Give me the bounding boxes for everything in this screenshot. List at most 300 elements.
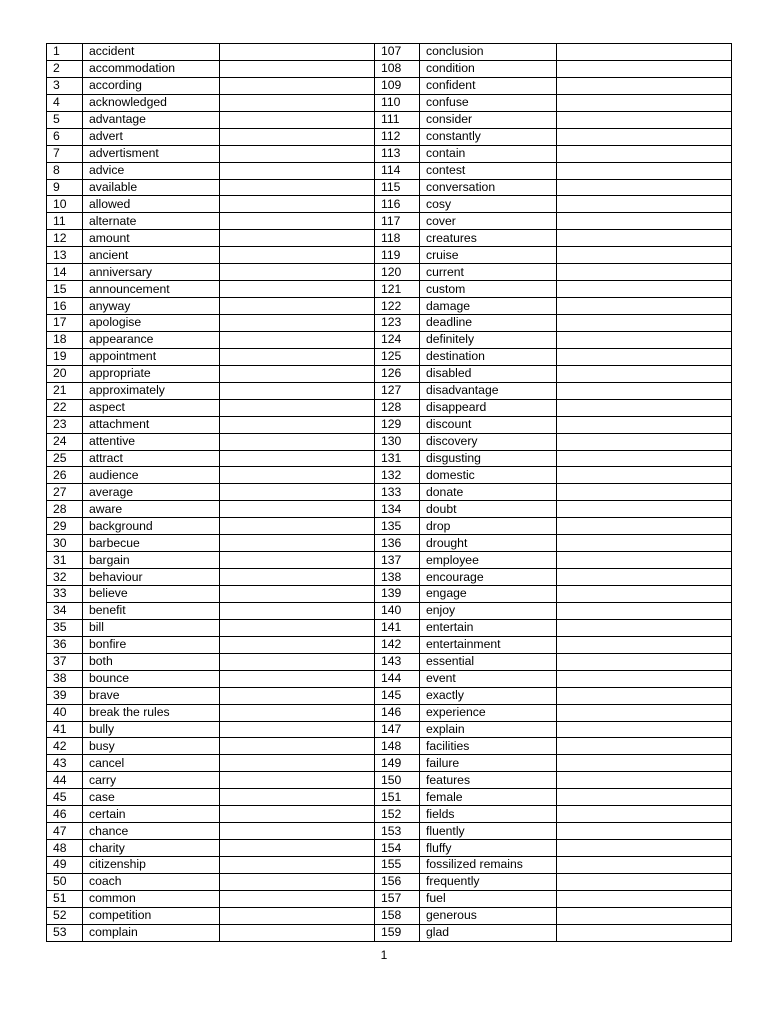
right-number-cell: 147 [375, 721, 420, 738]
left-word-cell: aware [83, 501, 220, 518]
left-number-cell: 7 [47, 145, 83, 162]
left-word-cell: according [83, 77, 220, 94]
right-number-cell: 130 [375, 433, 420, 450]
right-word-cell: disappeard [420, 399, 557, 416]
table-row [47, 501, 732, 518]
right-blank-cell [557, 873, 732, 890]
right-blank-cell [557, 569, 732, 586]
right-word-cell: female [420, 789, 557, 806]
right-blank-cell [557, 77, 732, 94]
left-blank-cell [220, 857, 375, 874]
table-row [47, 890, 732, 907]
right-word-cell: condition [420, 60, 557, 77]
right-word-cell: conversation [420, 179, 557, 196]
left-number-cell: 27 [47, 484, 83, 501]
right-blank-cell [557, 365, 732, 382]
table-row [47, 128, 732, 145]
left-blank-cell [220, 569, 375, 586]
right-word-cell: fossilized remains [420, 857, 557, 874]
right-word-cell: fluffy [420, 840, 557, 857]
right-blank-cell [557, 145, 732, 162]
table-row [47, 94, 732, 111]
table-row [47, 670, 732, 687]
left-number-cell: 34 [47, 602, 83, 619]
left-blank-cell [220, 619, 375, 636]
left-number-cell: 11 [47, 213, 83, 230]
right-word-cell: contain [420, 145, 557, 162]
right-number-cell: 142 [375, 636, 420, 653]
right-number-cell: 134 [375, 501, 420, 518]
right-word-cell: fields [420, 806, 557, 823]
right-blank-cell [557, 450, 732, 467]
right-number-cell: 151 [375, 789, 420, 806]
left-word-cell: competition [83, 907, 220, 924]
left-word-cell: brave [83, 687, 220, 704]
right-number-cell: 115 [375, 179, 420, 196]
left-word-cell: bill [83, 619, 220, 636]
left-blank-cell [220, 230, 375, 247]
table-row [47, 281, 732, 298]
right-blank-cell [557, 840, 732, 857]
right-number-cell: 148 [375, 738, 420, 755]
right-word-cell: entertain [420, 619, 557, 636]
right-word-cell: consider [420, 111, 557, 128]
left-word-cell: bonfire [83, 636, 220, 653]
right-blank-cell [557, 331, 732, 348]
left-word-cell: believe [83, 586, 220, 603]
right-blank-cell [557, 348, 732, 365]
left-word-cell: case [83, 789, 220, 806]
left-word-cell: ancient [83, 247, 220, 264]
right-word-cell: constantly [420, 128, 557, 145]
left-number-cell: 49 [47, 857, 83, 874]
right-number-cell: 120 [375, 264, 420, 281]
table-row [47, 77, 732, 94]
table-row [47, 213, 732, 230]
left-number-cell: 26 [47, 467, 83, 484]
right-number-cell: 138 [375, 569, 420, 586]
right-number-cell: 145 [375, 687, 420, 704]
right-number-cell: 157 [375, 890, 420, 907]
right-word-cell: damage [420, 298, 557, 315]
table-row [47, 518, 732, 535]
left-number-cell: 41 [47, 721, 83, 738]
table-row [47, 467, 732, 484]
left-word-cell: aspect [83, 399, 220, 416]
left-number-cell: 8 [47, 162, 83, 179]
right-blank-cell [557, 738, 732, 755]
left-number-cell: 24 [47, 433, 83, 450]
left-blank-cell [220, 348, 375, 365]
right-word-cell: frequently [420, 873, 557, 890]
right-word-cell: cruise [420, 247, 557, 264]
right-number-cell: 141 [375, 619, 420, 636]
left-blank-cell [220, 128, 375, 145]
right-word-cell: disgusting [420, 450, 557, 467]
right-word-cell: fuel [420, 890, 557, 907]
left-word-cell: advice [83, 162, 220, 179]
left-word-cell: advertisment [83, 145, 220, 162]
left-number-cell: 5 [47, 111, 83, 128]
right-word-cell: custom [420, 281, 557, 298]
left-blank-cell [220, 433, 375, 450]
right-number-cell: 108 [375, 60, 420, 77]
left-blank-cell [220, 806, 375, 823]
table-row [47, 602, 732, 619]
left-word-cell: charity [83, 840, 220, 857]
right-blank-cell [557, 857, 732, 874]
right-number-cell: 113 [375, 145, 420, 162]
right-number-cell: 131 [375, 450, 420, 467]
table-row [47, 840, 732, 857]
left-blank-cell [220, 772, 375, 789]
right-number-cell: 150 [375, 772, 420, 789]
right-number-cell: 153 [375, 823, 420, 840]
left-number-cell: 39 [47, 687, 83, 704]
right-number-cell: 159 [375, 924, 420, 941]
left-number-cell: 12 [47, 230, 83, 247]
right-word-cell: essential [420, 653, 557, 670]
right-blank-cell [557, 653, 732, 670]
left-word-cell: allowed [83, 196, 220, 213]
left-blank-cell [220, 484, 375, 501]
right-number-cell: 136 [375, 535, 420, 552]
right-number-cell: 111 [375, 111, 420, 128]
right-word-cell: disadvantage [420, 382, 557, 399]
left-blank-cell [220, 60, 375, 77]
left-word-cell: behaviour [83, 569, 220, 586]
table-row [47, 823, 732, 840]
table-row [47, 687, 732, 704]
table-row [47, 552, 732, 569]
right-blank-cell [557, 619, 732, 636]
left-blank-cell [220, 890, 375, 907]
left-word-cell: appointment [83, 348, 220, 365]
left-number-cell: 6 [47, 128, 83, 145]
left-word-cell: average [83, 484, 220, 501]
left-word-cell: certain [83, 806, 220, 823]
left-blank-cell [220, 382, 375, 399]
left-number-cell: 31 [47, 552, 83, 569]
right-number-cell: 110 [375, 94, 420, 111]
left-number-cell: 10 [47, 196, 83, 213]
left-number-cell: 15 [47, 281, 83, 298]
right-number-cell: 118 [375, 230, 420, 247]
left-word-cell: busy [83, 738, 220, 755]
left-number-cell: 2 [47, 60, 83, 77]
right-word-cell: fluently [420, 823, 557, 840]
right-blank-cell [557, 247, 732, 264]
table-row [47, 857, 732, 874]
table-row [47, 179, 732, 196]
left-word-cell: accident [83, 44, 220, 61]
left-word-cell: amount [83, 230, 220, 247]
table-row [47, 433, 732, 450]
right-number-cell: 149 [375, 755, 420, 772]
left-blank-cell [220, 687, 375, 704]
left-number-cell: 36 [47, 636, 83, 653]
left-number-cell: 47 [47, 823, 83, 840]
table-row [47, 111, 732, 128]
left-blank-cell [220, 823, 375, 840]
left-number-cell: 44 [47, 772, 83, 789]
right-number-cell: 109 [375, 77, 420, 94]
right-blank-cell [557, 44, 732, 61]
table-row [47, 704, 732, 721]
table-row [47, 331, 732, 348]
left-number-cell: 38 [47, 670, 83, 687]
right-blank-cell [557, 907, 732, 924]
left-blank-cell [220, 331, 375, 348]
left-blank-cell [220, 94, 375, 111]
left-word-cell: common [83, 890, 220, 907]
left-number-cell: 9 [47, 179, 83, 196]
left-number-cell: 42 [47, 738, 83, 755]
left-number-cell: 18 [47, 331, 83, 348]
left-word-cell: both [83, 653, 220, 670]
right-number-cell: 122 [375, 298, 420, 315]
right-blank-cell [557, 416, 732, 433]
right-word-cell: conclusion [420, 44, 557, 61]
left-blank-cell [220, 721, 375, 738]
left-word-cell: barbecue [83, 535, 220, 552]
left-word-cell: cancel [83, 755, 220, 772]
left-blank-cell [220, 450, 375, 467]
right-blank-cell [557, 704, 732, 721]
left-number-cell: 4 [47, 94, 83, 111]
left-word-cell: approximately [83, 382, 220, 399]
left-word-cell: accommodation [83, 60, 220, 77]
right-word-cell: drop [420, 518, 557, 535]
left-word-cell: advantage [83, 111, 220, 128]
table-row [47, 348, 732, 365]
table-row [47, 586, 732, 603]
left-blank-cell [220, 298, 375, 315]
right-number-cell: 133 [375, 484, 420, 501]
right-blank-cell [557, 484, 732, 501]
left-number-cell: 13 [47, 247, 83, 264]
right-number-cell: 144 [375, 670, 420, 687]
left-number-cell: 20 [47, 365, 83, 382]
right-word-cell: drought [420, 535, 557, 552]
table-row [47, 721, 732, 738]
left-word-cell: bargain [83, 552, 220, 569]
right-blank-cell [557, 196, 732, 213]
right-word-cell: discovery [420, 433, 557, 450]
left-blank-cell [220, 467, 375, 484]
left-word-cell: carry [83, 772, 220, 789]
left-blank-cell [220, 738, 375, 755]
right-blank-cell [557, 433, 732, 450]
right-blank-cell [557, 890, 732, 907]
right-number-cell: 140 [375, 602, 420, 619]
right-number-cell: 156 [375, 873, 420, 890]
left-blank-cell [220, 162, 375, 179]
left-number-cell: 3 [47, 77, 83, 94]
right-number-cell: 154 [375, 840, 420, 857]
left-number-cell: 37 [47, 653, 83, 670]
right-blank-cell [557, 128, 732, 145]
right-blank-cell [557, 670, 732, 687]
left-number-cell: 30 [47, 535, 83, 552]
left-word-cell: advert [83, 128, 220, 145]
left-number-cell: 29 [47, 518, 83, 535]
table-row [47, 365, 732, 382]
right-blank-cell [557, 298, 732, 315]
right-word-cell: confuse [420, 94, 557, 111]
right-word-cell: cover [420, 213, 557, 230]
right-number-cell: 129 [375, 416, 420, 433]
left-number-cell: 46 [47, 806, 83, 823]
left-blank-cell [220, 704, 375, 721]
right-word-cell: experience [420, 704, 557, 721]
right-blank-cell [557, 213, 732, 230]
left-word-cell: appearance [83, 331, 220, 348]
right-word-cell: doubt [420, 501, 557, 518]
right-number-cell: 124 [375, 331, 420, 348]
left-number-cell: 32 [47, 569, 83, 586]
left-blank-cell [220, 518, 375, 535]
table-row [47, 653, 732, 670]
right-blank-cell [557, 518, 732, 535]
left-blank-cell [220, 602, 375, 619]
left-word-cell: bounce [83, 670, 220, 687]
right-blank-cell [557, 501, 732, 518]
right-word-cell: explain [420, 721, 557, 738]
right-number-cell: 121 [375, 281, 420, 298]
right-word-cell: confident [420, 77, 557, 94]
left-blank-cell [220, 653, 375, 670]
right-blank-cell [557, 535, 732, 552]
right-number-cell: 116 [375, 196, 420, 213]
right-blank-cell [557, 789, 732, 806]
left-word-cell: background [83, 518, 220, 535]
right-number-cell: 107 [375, 44, 420, 61]
table-row [47, 619, 732, 636]
left-word-cell: benefit [83, 602, 220, 619]
left-number-cell: 28 [47, 501, 83, 518]
table-row [47, 755, 732, 772]
right-number-cell: 126 [375, 365, 420, 382]
left-word-cell: complain [83, 924, 220, 941]
right-blank-cell [557, 264, 732, 281]
right-word-cell: encourage [420, 569, 557, 586]
left-word-cell: attentive [83, 433, 220, 450]
left-blank-cell [220, 399, 375, 416]
left-word-cell: appropriate [83, 365, 220, 382]
left-number-cell: 51 [47, 890, 83, 907]
right-blank-cell [557, 179, 732, 196]
left-word-cell: anniversary [83, 264, 220, 281]
table-row [47, 416, 732, 433]
right-blank-cell [557, 721, 732, 738]
right-number-cell: 114 [375, 162, 420, 179]
left-word-cell: announcement [83, 281, 220, 298]
table-row [47, 772, 732, 789]
table-row [47, 569, 732, 586]
left-number-cell: 23 [47, 416, 83, 433]
right-word-cell: enjoy [420, 602, 557, 619]
right-number-cell: 139 [375, 586, 420, 603]
left-blank-cell [220, 924, 375, 941]
table-row [47, 450, 732, 467]
right-blank-cell [557, 162, 732, 179]
right-word-cell: definitely [420, 331, 557, 348]
table-row [47, 145, 732, 162]
left-word-cell: bully [83, 721, 220, 738]
page-number: 1 [380, 948, 388, 962]
table-row [47, 636, 732, 653]
left-blank-cell [220, 264, 375, 281]
right-blank-cell [557, 230, 732, 247]
table-row [47, 535, 732, 552]
right-number-cell: 155 [375, 857, 420, 874]
left-blank-cell [220, 213, 375, 230]
left-word-cell: attachment [83, 416, 220, 433]
left-blank-cell [220, 44, 375, 61]
left-number-cell: 48 [47, 840, 83, 857]
right-number-cell: 132 [375, 467, 420, 484]
left-blank-cell [220, 501, 375, 518]
left-blank-cell [220, 789, 375, 806]
right-blank-cell [557, 924, 732, 941]
left-number-cell: 52 [47, 907, 83, 924]
right-word-cell: exactly [420, 687, 557, 704]
left-number-cell: 43 [47, 755, 83, 772]
table-row [47, 230, 732, 247]
right-blank-cell [557, 281, 732, 298]
left-number-cell: 22 [47, 399, 83, 416]
left-blank-cell [220, 77, 375, 94]
right-number-cell: 152 [375, 806, 420, 823]
right-word-cell: event [420, 670, 557, 687]
right-blank-cell [557, 111, 732, 128]
table-row [47, 789, 732, 806]
right-blank-cell [557, 602, 732, 619]
table-row [47, 60, 732, 77]
right-blank-cell [557, 636, 732, 653]
right-blank-cell [557, 552, 732, 569]
table-row [47, 924, 732, 941]
table-row [47, 399, 732, 416]
right-word-cell: disabled [420, 365, 557, 382]
left-blank-cell [220, 281, 375, 298]
right-number-cell: 112 [375, 128, 420, 145]
left-blank-cell [220, 552, 375, 569]
right-word-cell: engage [420, 586, 557, 603]
right-word-cell: glad [420, 924, 557, 941]
left-blank-cell [220, 247, 375, 264]
left-number-cell: 50 [47, 873, 83, 890]
table-row [47, 806, 732, 823]
left-word-cell: audience [83, 467, 220, 484]
left-word-cell: citizenship [83, 857, 220, 874]
left-word-cell: anyway [83, 298, 220, 315]
right-blank-cell [557, 586, 732, 603]
right-blank-cell [557, 823, 732, 840]
left-number-cell: 40 [47, 704, 83, 721]
right-word-cell: failure [420, 755, 557, 772]
right-number-cell: 127 [375, 382, 420, 399]
table-row [47, 484, 732, 501]
table-row [47, 382, 732, 399]
left-blank-cell [220, 416, 375, 433]
right-blank-cell [557, 806, 732, 823]
left-word-cell: attract [83, 450, 220, 467]
left-blank-cell [220, 145, 375, 162]
left-word-cell: chance [83, 823, 220, 840]
left-number-cell: 17 [47, 315, 83, 332]
